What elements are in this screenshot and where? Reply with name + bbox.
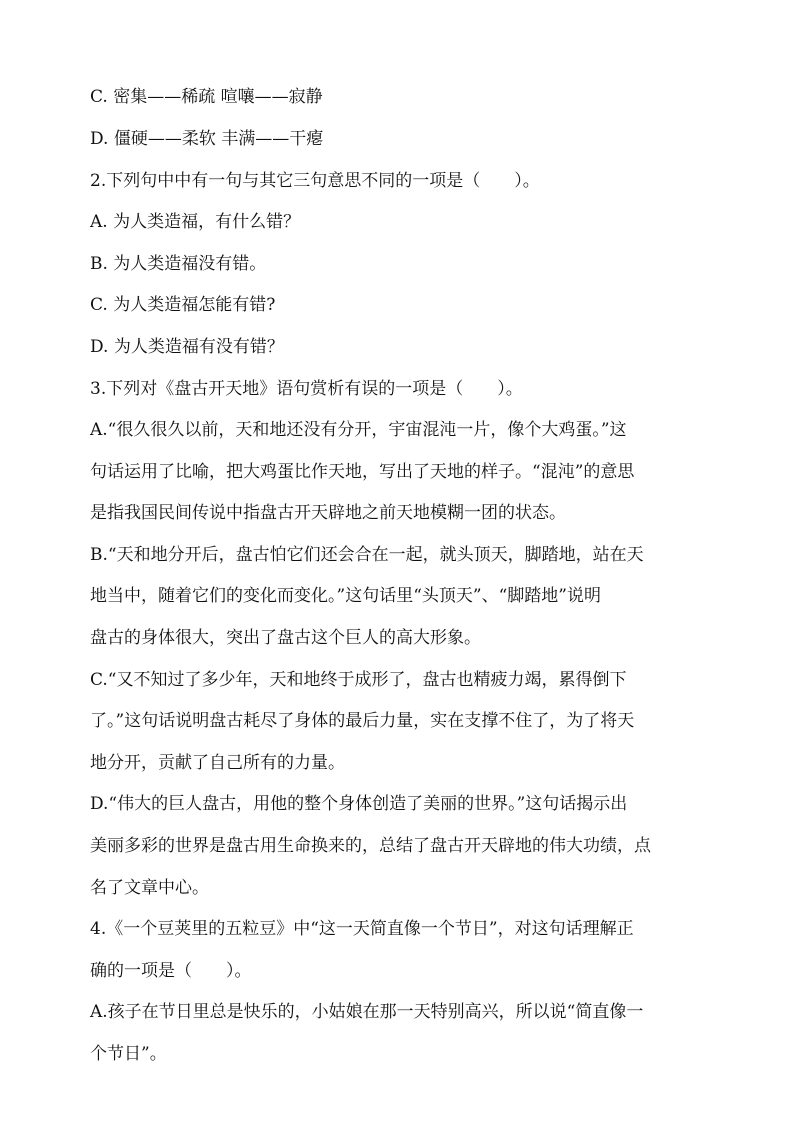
question-4-option-a-line-1: A.孩子在节日里总是快乐的，小姑娘在那一天特别高兴，所以说“简直像一 <box>90 1002 644 1022</box>
question-2-option-d: D. 为人类造福有没有错？ <box>90 337 284 357</box>
option-d-antonyms: D. 僵硬——柔软 丰满——干瘪 <box>90 129 324 149</box>
question-3-option-b-line-2: 地当中，随着它们的变化而变化。”这句话里“头顶天”、“脚踏地”说明 <box>90 586 601 606</box>
question-3-option-a-line-2: 句话运用了比喻，把大鸡蛋比作天地，写出了天地的样子。“混沌”的意思 <box>90 462 635 482</box>
option-c-antonyms: C. 密集——稀疏 喧嚷——寂静 <box>90 87 323 107</box>
question-3-option-b-line-3: 盘古的身体很大，突出了盘古这个巨人的高大形象。 <box>90 628 481 648</box>
question-4-stem-line-1: 4.《一个豆荚里的五粒豆》中“这一天简直像一个节日”，对这句话理解正 <box>90 919 634 939</box>
question-3-stem: 3.下列对《盘古开天地》语句赏析有误的一项是（ ）。 <box>90 379 523 399</box>
question-3-option-d-line-2: 美丽多彩的世界是盘古用生命换来的，总结了盘古开天辟地的伟大功绩，点 <box>90 836 651 856</box>
question-3-option-a-line-3: 是指我国民间传说中指盘古开天辟地之前天地模糊一团的状态。 <box>90 503 566 523</box>
question-3-option-c-line-3: 地分开，贡献了自己所有的力量。 <box>90 753 345 773</box>
question-3-option-a-line-1: A.“很久很久以前，天和地还没有分开，宇宙混沌一片，像个大鸡蛋。”这 <box>90 420 627 440</box>
question-2-option-c: C. 为人类造福怎能有错? <box>90 295 276 315</box>
question-3-option-b-line-1: B.“天和地分开后，盘古怕它们还会合在一起，就头顶天，脚踏地，站在天 <box>90 545 644 565</box>
question-3-option-c-line-1: C.“又不知过了多少年，天和地终于成形了，盘古也精疲力竭，累得倒下 <box>90 670 627 690</box>
question-3-option-d-line-1: D.“伟大的巨人盘古，用他的整个身体创造了美丽的世界。”这句话揭示出 <box>90 794 628 814</box>
question-3-option-c-line-2: 了。”这句话说明盘古耗尽了身体的最后力量，实在支撑不住了，为了将天 <box>90 711 635 731</box>
question-3-option-d-line-3: 名了文章中心。 <box>90 878 209 898</box>
question-2-option-b: B. 为人类造福没有错。 <box>90 254 267 274</box>
question-2-stem: 2.下列句中中有一句与其它三句意思不同的一项是（ ）。 <box>90 171 540 191</box>
question-4-stem-line-2: 确的一项是（ ）。 <box>90 961 252 981</box>
question-4-option-a-line-2: 个节日”。 <box>90 1044 167 1064</box>
question-2-option-a: A. 为人类造福，有什么错？ <box>90 212 301 232</box>
